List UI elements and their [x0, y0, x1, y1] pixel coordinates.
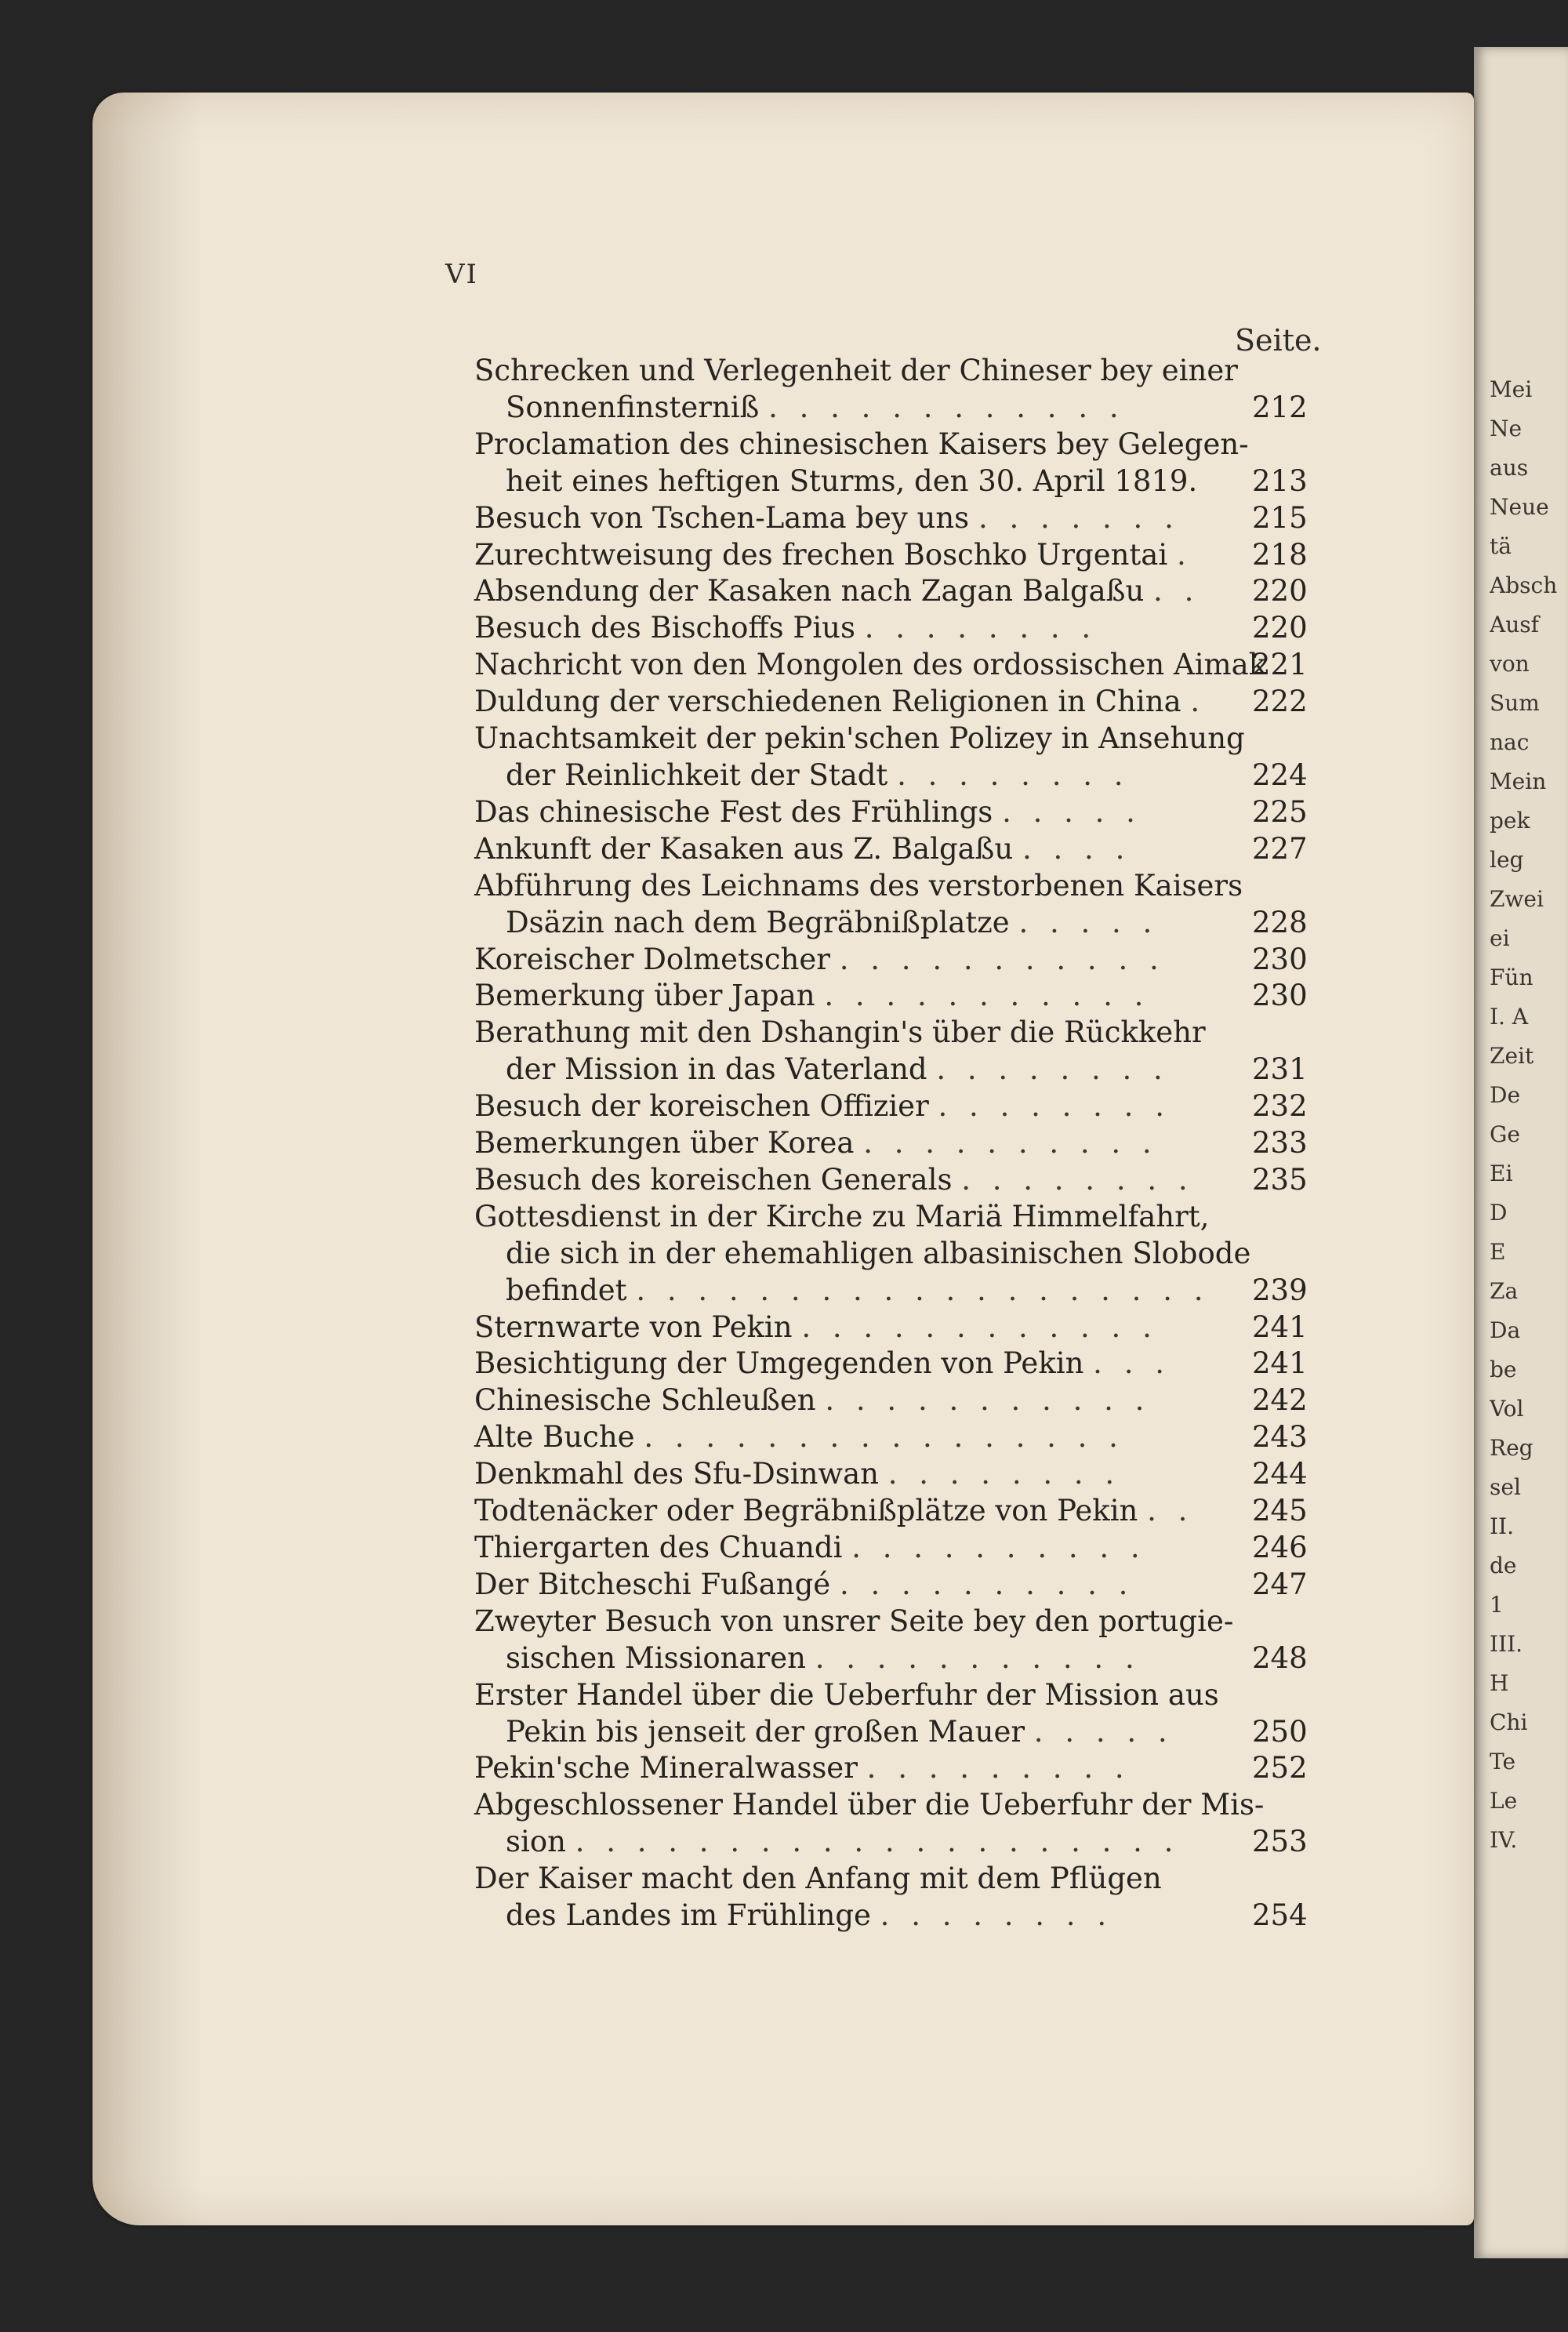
toc-entry	[474, 1162, 1313, 1199]
toc-page-number: 213	[1252, 463, 1308, 498]
toc-entry-title: die sich in der ehemahligen albasinischen Slobode	[506, 1236, 1251, 1270]
toc-entry-title: Todtenäcker oder Begräbnißplätze von Pekin	[474, 1494, 1138, 1528]
toc-entry-title: Proclamation des chinesischen Kaisers bey Gelegen-	[474, 427, 1249, 461]
page-gutter-shadow	[93, 93, 202, 2225]
facing-page-text-fragment: sel	[1490, 1474, 1521, 1500]
toc-entry-title: befindet	[506, 1273, 627, 1307]
toc-entry	[474, 537, 1313, 574]
toc-leader-dots: . . . . . . . .	[864, 611, 1098, 645]
toc-entry-title: Schrecken und Verlegenheit der Chineser bey einer	[474, 354, 1238, 387]
toc-entry-line	[474, 1640, 1313, 1677]
toc-page-number: 253	[1252, 1825, 1308, 1859]
toc-entry-line	[474, 684, 1313, 721]
toc-leader-dots: . . . . .	[1018, 905, 1159, 939]
toc-entry	[474, 500, 1313, 537]
facing-page-text-fragment: von	[1490, 651, 1530, 677]
facing-page-text-fragment: Ausf	[1490, 612, 1539, 637]
toc-entry-line	[474, 1125, 1313, 1162]
toc-entry	[474, 1382, 1313, 1419]
toc-page-number: 215	[1252, 500, 1308, 535]
toc-entry-title: sischen Missionaren	[506, 1640, 806, 1675]
toc-page-number: 220	[1252, 574, 1308, 608]
facing-page-text-fragment: Za	[1490, 1278, 1519, 1304]
facing-page-text-fragment: Sum	[1490, 690, 1540, 716]
toc-entry-title: Dsäzin nach dem Begräbnißplatze	[506, 905, 1010, 939]
toc-entry	[474, 1419, 1313, 1456]
toc-entry-line	[474, 1714, 1313, 1751]
toc-entry	[474, 1493, 1313, 1530]
toc-entry-line	[474, 831, 1313, 868]
toc-entry	[474, 427, 1313, 500]
toc-entry	[474, 1750, 1313, 1787]
toc-entry-title: Besuch des Bischoffs Pius	[474, 611, 855, 645]
toc-entry-title: heit eines heftigen Sturms, den 30. April 1819.	[506, 463, 1198, 498]
toc-entry-line	[474, 1787, 1313, 1824]
toc-page-number: 241	[1252, 1346, 1308, 1381]
facing-page-text-fragment: be	[1490, 1357, 1517, 1382]
facing-page-text-fragment: Le	[1490, 1788, 1518, 1814]
toc-entry-line	[474, 1493, 1313, 1530]
toc-leader-dots: . . . . . . . . . .	[839, 1567, 1134, 1601]
toc-entry-line	[474, 1236, 1313, 1273]
toc-entry-line	[474, 610, 1313, 647]
facing-page-text-fragment: Te	[1490, 1749, 1516, 1774]
toc-leader-dots: . . . . . . .	[978, 500, 1180, 535]
toc-entry-line	[474, 573, 1313, 610]
toc-leader-dots: . . . . . . . . . . . . . . . . . . .	[636, 1273, 1210, 1307]
toc-entry	[474, 1125, 1313, 1162]
toc-leader-dots: .	[1190, 685, 1207, 719]
toc-entry-title: Sonnenfinsterniß	[506, 390, 760, 424]
toc-page-number: 222	[1252, 685, 1308, 719]
toc-entry-title: Abgeschlossener Handel über die Ueberfuhr der Mis-	[474, 1788, 1265, 1822]
toc-entry-title: Duldung der verschiedenen Religionen in China	[474, 685, 1181, 719]
toc-entry-title: Berathung mit den Dshangin's über die Rückkehr	[474, 1015, 1206, 1050]
facing-page-text-fragment: Da	[1490, 1317, 1521, 1343]
toc-entry-line	[474, 1346, 1313, 1382]
toc-entry-line	[474, 1604, 1313, 1640]
toc-page-number: 218	[1252, 537, 1308, 572]
facing-page-text-fragment: Zeit	[1490, 1043, 1534, 1069]
toc-leader-dots: . . . . . . . . . . . . . . . . . . . .	[575, 1825, 1180, 1859]
toc-entry	[474, 1199, 1313, 1309]
facing-page-text-fragment: tä	[1490, 533, 1512, 559]
toc-entry	[474, 1456, 1313, 1493]
facing-page-text-fragment: Reg	[1490, 1435, 1534, 1461]
facing-page-text-fragment: Chi	[1490, 1709, 1528, 1735]
facing-page-text-fragment: Mei	[1490, 376, 1533, 402]
toc-entry-line	[474, 1456, 1313, 1493]
toc-entry	[474, 1604, 1313, 1677]
toc-entry-title: Denkmahl des Sfu-Dsinwan	[474, 1457, 879, 1491]
toc-entry-title: Bemerkung über Japan	[474, 979, 815, 1013]
facing-page-text-fragment: Fün	[1490, 964, 1534, 990]
toc-entry-title: Besuch von Tschen-Lama bey uns	[474, 500, 970, 535]
toc-entry-line	[474, 1898, 1313, 1934]
toc-leader-dots: . . . . . . . .	[897, 757, 1130, 792]
toc-leader-dots: . . . . . . . .	[938, 1089, 1171, 1124]
toc-entry-line	[474, 1530, 1313, 1567]
toc-leader-dots: . . . . . . . . . . . . . . . .	[644, 1420, 1124, 1455]
toc-entry-title: Koreischer Dolmetscher	[474, 942, 830, 976]
toc-entry-line	[474, 721, 1313, 757]
toc-entry-title: Alte Buche	[474, 1420, 635, 1455]
toc-entry	[474, 1861, 1313, 1934]
toc-leader-dots: . . . . . . . .	[961, 1162, 1194, 1197]
toc-leader-dots: . . . .	[1022, 831, 1131, 866]
facing-page-text-fragment: D	[1490, 1200, 1508, 1226]
toc-entry-line	[474, 1162, 1313, 1199]
toc-entry	[474, 1309, 1313, 1346]
facing-page-text-fragment: II.	[1490, 1513, 1515, 1539]
toc-entry-line	[474, 500, 1313, 537]
toc-page-number: 241	[1252, 1309, 1308, 1344]
facing-page-text-fragment: Vol	[1490, 1396, 1524, 1422]
toc-entry-line	[474, 1199, 1313, 1236]
toc-entry-title: Unachtsamkeit der pekin'schen Polizey in Ansehung	[474, 721, 1245, 756]
toc-entry	[474, 1530, 1313, 1567]
toc-leader-dots: . . . . . . . . . . . .	[801, 1309, 1158, 1344]
toc-leader-dots: . . . . . . . . . .	[851, 1531, 1146, 1564]
toc-page-number: 220	[1252, 611, 1308, 645]
toc-page-number: 235	[1252, 1162, 1308, 1197]
facing-page-text-fragment: Ne	[1490, 416, 1523, 441]
facing-page-text-fragment: Ge	[1490, 1121, 1520, 1147]
facing-page-text-fragment: H	[1490, 1670, 1509, 1696]
toc-entry	[474, 978, 1313, 1015]
toc-entry-title: Zurechtweisung des frechen Boschko Urgentai	[474, 537, 1168, 572]
toc-entry-line	[474, 353, 1313, 390]
toc-page-number: 254	[1252, 1898, 1308, 1933]
toc-entry	[474, 573, 1313, 610]
toc-entry-title: Besuch des koreischen Generals	[474, 1162, 953, 1197]
toc-entry-title: Pekin bis jenseit der großen Mauer	[506, 1714, 1025, 1749]
toc-page-number: 224	[1252, 757, 1308, 792]
toc-entry-line	[474, 390, 1313, 427]
toc-entry-title: Pekin'sche Mineralwasser	[474, 1751, 858, 1785]
toc-entry-title: Zweyter Besuch von unsrer Seite bey den portugie-	[474, 1604, 1234, 1638]
toc-page-number: 246	[1252, 1531, 1308, 1564]
toc-entry-title: Das chinesische Fest des Frühlings	[474, 794, 993, 829]
toc-entry-title: Nachricht von den Mongolen des ordossischen Aimak	[474, 648, 1267, 682]
facing-page-text-fragment: III.	[1490, 1631, 1523, 1657]
toc-entry-title: Der Bitcheschi Fußangé	[474, 1567, 831, 1601]
toc-entry-title: der Mission in das Vaterland	[506, 1052, 927, 1087]
facing-page-text-fragment: Zwei	[1490, 886, 1544, 912]
toc-entry-line	[474, 1567, 1313, 1604]
toc-page-number: 250	[1252, 1714, 1308, 1749]
toc-entry-title: Erster Handel über die Ueberfuhr der Mission aus	[474, 1677, 1219, 1712]
toc-entry	[474, 1015, 1313, 1088]
toc-leader-dots: . .	[1153, 574, 1200, 608]
toc-entry-title: Der Kaiser macht den Anfang mit dem Pflügen	[474, 1862, 1162, 1896]
toc-entry-line	[474, 794, 1313, 831]
facing-page-text-fragment: aus	[1490, 455, 1529, 481]
toc-entry-line	[474, 1088, 1313, 1125]
toc-page-number: 233	[1252, 1126, 1308, 1161]
toc-entry	[474, 353, 1313, 427]
toc-leader-dots: . . . . .	[1002, 794, 1142, 829]
toc-leader-dots: . . . . . . . . . . .	[825, 1383, 1151, 1418]
facing-page-edge	[1474, 47, 1568, 2258]
toc-entry-title: Chinesische Schleußen	[474, 1383, 816, 1418]
toc-entry	[474, 942, 1313, 979]
toc-leader-dots: . . . . . . . . . . .	[815, 1640, 1141, 1675]
toc-entry-line	[474, 1309, 1313, 1346]
facing-page-text-fragment: leg	[1490, 847, 1524, 873]
toc-page-number: 232	[1252, 1089, 1308, 1124]
toc-entry-line	[474, 905, 1313, 942]
toc-page-number: 242	[1252, 1383, 1308, 1418]
toc-leader-dots: . . . . . . . . . . . .	[768, 390, 1125, 424]
facing-page-text-fragment: de	[1490, 1553, 1517, 1578]
toc-entry	[474, 1088, 1313, 1125]
toc-entry-title: Gottesdienst in der Kirche zu Mariä Himmelfahrt,	[474, 1199, 1210, 1233]
toc-page-number: 228	[1252, 905, 1308, 939]
page-number: VI	[445, 259, 478, 290]
toc-page-number: 243	[1252, 1420, 1308, 1455]
facing-page-text-fragment: E	[1490, 1239, 1506, 1265]
toc-entry-line	[474, 1015, 1313, 1052]
facing-page-text-fragment: Neue	[1490, 494, 1549, 520]
toc-entry-line	[474, 1382, 1313, 1419]
facing-page-text-fragment: ei	[1490, 925, 1510, 951]
toc-leader-dots: . . . . . . . . . . .	[839, 942, 1165, 976]
toc-page-number: 212	[1252, 390, 1308, 424]
toc-entry-line	[474, 1419, 1313, 1456]
toc-leader-dots: . . . . .	[1033, 1714, 1174, 1749]
toc-entry	[474, 831, 1313, 868]
toc-entry-line	[474, 978, 1313, 1015]
toc-entry-line	[474, 537, 1313, 574]
facing-page-text-fragment: IV.	[1490, 1827, 1518, 1853]
toc-page-number: 252	[1252, 1751, 1308, 1785]
facing-page-text-fragment: Mein	[1490, 768, 1547, 794]
toc-leader-dots: . .	[1147, 1494, 1194, 1528]
toc-leader-dots: . . . . . . . . . .	[863, 1126, 1158, 1161]
toc-entry-title: Ankunft der Kasaken aus Z. Balgaßu	[474, 831, 1014, 866]
toc-page-number: 227	[1252, 831, 1308, 866]
facing-page-text-fragment: I. A	[1490, 1004, 1529, 1030]
toc-leader-dots: . . . . . . . .	[936, 1052, 1169, 1087]
toc-page-number: 225	[1252, 794, 1308, 829]
toc-leader-dots: . . . . . . . .	[887, 1457, 1121, 1491]
toc-entry	[474, 794, 1313, 831]
toc-entry-title: Sternwarte von Pekin	[474, 1309, 793, 1344]
toc-entry	[474, 1677, 1313, 1751]
toc-entry-title: sion	[506, 1825, 566, 1859]
toc-entry	[474, 1567, 1313, 1604]
toc-entry-title: Abführung des Leichnams des verstorbenen Kaisers	[474, 868, 1243, 903]
toc-leader-dots: . . .	[1093, 1346, 1171, 1381]
table-of-contents	[474, 353, 1313, 1934]
toc-entry-title: Besuch der koreischen Offizier	[474, 1089, 929, 1124]
toc-entry-line	[474, 757, 1313, 794]
facing-page-text-fragment: 1	[1490, 1592, 1504, 1618]
toc-entry-line	[474, 463, 1313, 500]
facing-page-text-fragment: pek	[1490, 808, 1530, 834]
toc-page-number: 230	[1252, 942, 1308, 976]
toc-entry-title: Bemerkungen über Korea	[474, 1126, 855, 1161]
toc-entry	[474, 647, 1313, 684]
toc-page-number: 239	[1252, 1273, 1308, 1307]
toc-page-number: 221	[1252, 648, 1308, 682]
toc-entry-line	[474, 427, 1313, 463]
toc-entry-line	[474, 1052, 1313, 1088]
toc-entry	[474, 610, 1313, 647]
facing-page-text-fragment: Absch	[1490, 572, 1558, 598]
toc-entry-title: der Reinlichkeit der Stadt	[506, 757, 888, 792]
toc-leader-dots: . . . . . . . . . . .	[824, 979, 1150, 1013]
toc-page-number: 247	[1252, 1567, 1308, 1601]
toc-entry-line	[474, 1750, 1313, 1787]
toc-leader-dots: .	[1176, 537, 1192, 572]
toc-entry	[474, 868, 1313, 942]
toc-entry-title: des Landes im Frühlinge	[506, 1898, 871, 1933]
toc-entry-line	[474, 1824, 1313, 1861]
facing-page-text-fragment: Ei	[1490, 1161, 1513, 1186]
toc-entry-line	[474, 942, 1313, 979]
toc-entry	[474, 1346, 1313, 1382]
page-column-label: Seite.	[1235, 323, 1322, 358]
toc-page-number: 231	[1252, 1052, 1308, 1087]
toc-leader-dots: . . . . . . . . .	[866, 1751, 1131, 1785]
toc-entry-line	[474, 1273, 1313, 1309]
toc-entry-title: Absendung der Kasaken nach Zagan Balgaßu	[474, 574, 1145, 608]
toc-leader-dots: . . . . . . . .	[880, 1898, 1113, 1933]
toc-entry-title: Besichtigung der Umgegenden von Pekin	[474, 1346, 1084, 1381]
toc-page-number: 248	[1252, 1640, 1308, 1675]
toc-entry-line	[474, 1677, 1313, 1714]
toc-page-number: 245	[1252, 1494, 1308, 1528]
toc-page-number: 244	[1252, 1457, 1308, 1491]
toc-entry	[474, 684, 1313, 721]
facing-page-text-fragment: De	[1490, 1082, 1521, 1108]
toc-entry-line	[474, 868, 1313, 905]
toc-entry	[474, 721, 1313, 794]
toc-entry	[474, 1787, 1313, 1861]
toc-page-number: 230	[1252, 979, 1308, 1013]
toc-entry-line	[474, 1861, 1313, 1898]
facing-page-text-fragment: nac	[1490, 729, 1530, 755]
toc-entry-line	[474, 647, 1313, 684]
toc-entry-title: Thiergarten des Chuandi	[474, 1531, 843, 1564]
